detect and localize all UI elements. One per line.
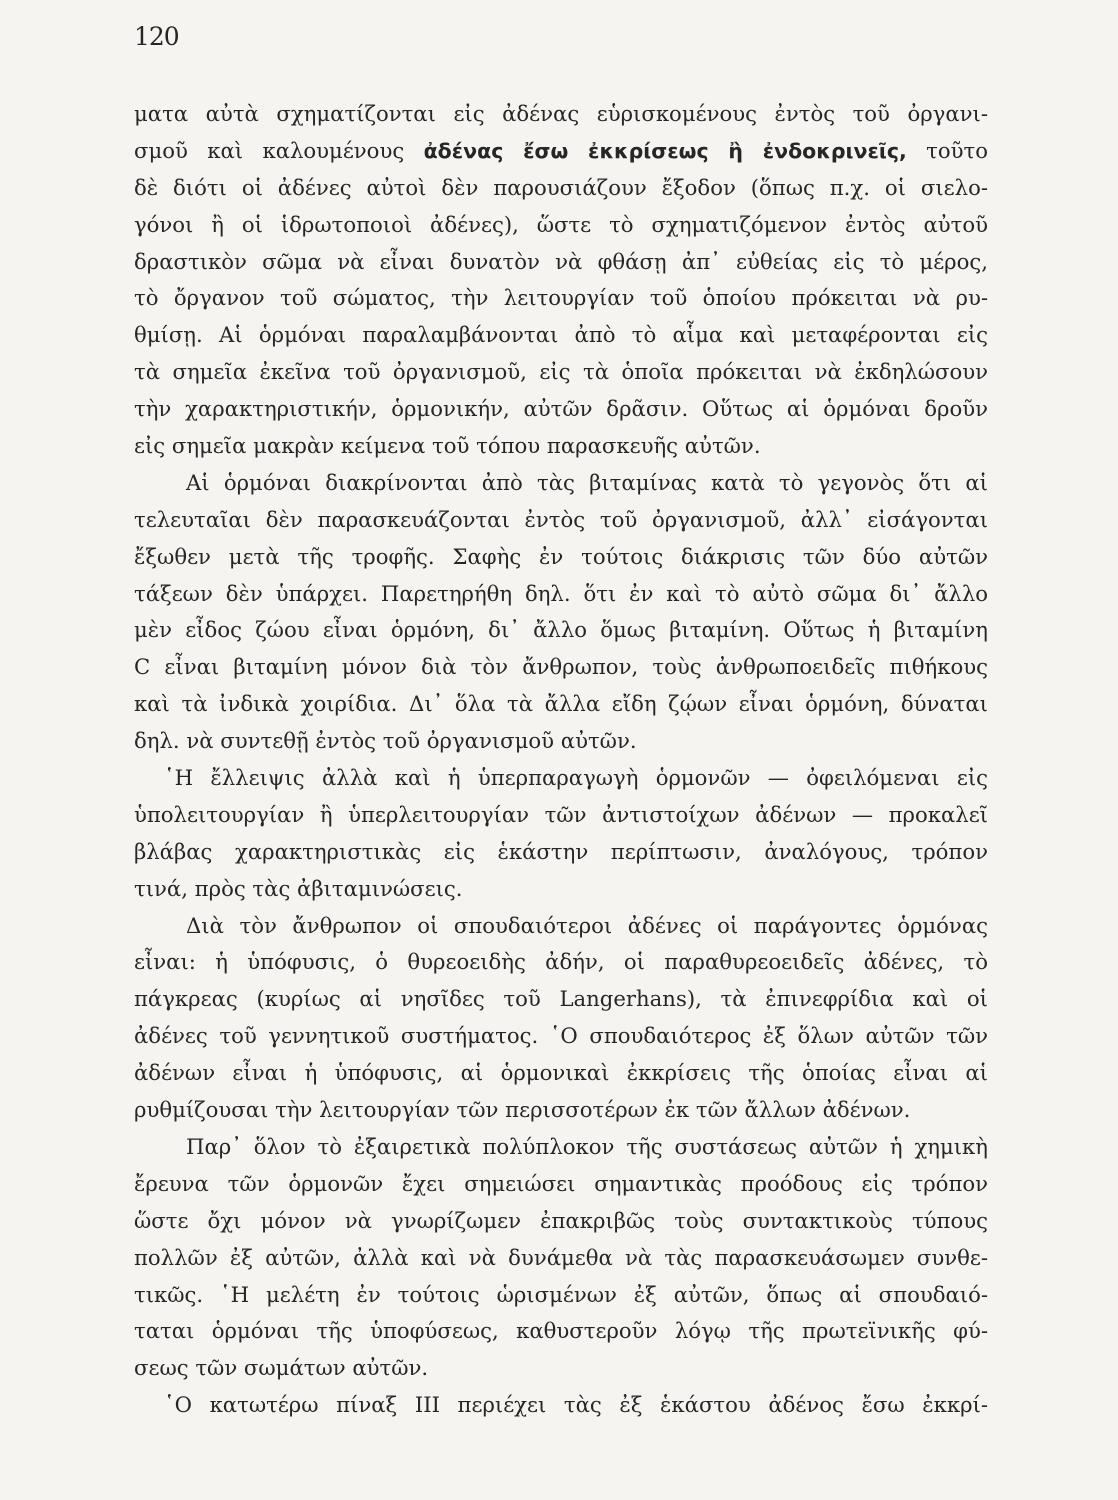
text-line: πάγκρεας (κυρίως αἱ νησῖδες τοῦ Langerhans), τὰ ἐπινεφρίδια καὶ οἱ (134, 986, 988, 1012)
text-line: τὰ σημεῖα ἐκεῖνα τοῦ ὀργανισμοῦ, εἰς τὰ ὁποῖα πρόκειται νὰ ἐκδηλώσουν (134, 359, 988, 385)
text-line: Αἱ ὁρμόναι διακρίνονται ἀπὸ τὰς βιταμίνας κατὰ τὸ γεγονὸς ὅτι αἱ (186, 469, 988, 495)
text-line: ἀδένες τοῦ γεννητικοῦ συστήματος. ῾Ο σπουδαιότερος ἐξ ὅλων αὐτῶν τῶν (134, 1023, 988, 1049)
text-line: καὶ τὰ ἰνδικὰ χοιρίδια. Δι᾽ ὅλα τὰ ἄλλα εἴδη ζῴων εἶναι ὁρμόνη, δύναται (134, 691, 988, 717)
text-segment: τοῦτο (906, 137, 988, 163)
body-text (134, 96, 988, 1424)
text-line: πολλῶν ἐξ αὐτῶν, ἀλλὰ καὶ νὰ δυνάμεθα νὰ τὰς παρασκευάσωμεν συνθε- (134, 1244, 988, 1270)
text-segment: σμοῦ καὶ καλουμένους (134, 137, 424, 163)
page-number: 120 (134, 22, 179, 51)
text-line: δραστικὸν σῶμα νὰ εἶναι δυνατὸν νὰ φθάσῃ ἀπ᾽ εὐθείας εἰς τὸ μέρος, (134, 248, 988, 274)
text-line: ὥστε ὄχι μόνον νὰ γνωρίζωμεν ἐπακριβῶς τοὺς συντακτικοὺς τύπους (134, 1207, 988, 1233)
text-line: τινά, πρὸς τὰς ἀβιταμινώσεις. (134, 875, 463, 901)
text-line: ἔξωθεν μετὰ τῆς τροφῆς. Σαφὴς ἐν τούτοις διάκρισις τῶν δύο αὐτῶν (134, 543, 988, 569)
text-line: σεως τῶν σωμάτων αὐτῶν. (134, 1355, 429, 1381)
text-line: γόνοι ἢ οἱ ἱδρωτοποιοὶ ἀδένες), ὥστε τὸ σχηματιζόμενον ἐντὸς αὐτοῦ (134, 211, 988, 237)
text-line: τικῶς. ῾Η μελέτη ἐν τούτοις ὡρισμένων ἐξ αὐτῶν, ὅπως αἱ σπουδαιό- (134, 1281, 988, 1307)
bold-term: ἀδένας ἔσω ἐκκρίσεως ἢ ἐνδοκρινεῖς, (423, 138, 907, 163)
text-line: ἀδένων εἶναι ἡ ὑπόφυσις, αἱ ὁρμονικαὶ ἐκκρίσεις τῆς ὁποίας εἶναι αἱ (134, 1060, 988, 1086)
text-line: μὲν εἶδος ζώου εἶναι ὁρμόνη, δι᾽ ἄλλο ὅμως βιταμίνη. Οὕτως ἡ βιταμίνη (134, 617, 988, 643)
text-line (134, 133, 988, 170)
text-line: C εἶναι βιταμίνη μόνον διὰ τὸν ἄνθρωπον, τοὺς ἀνθρωποειδεῖς πιθήκους (134, 654, 988, 680)
text-line: ρυθμίζουσαι τὴν λειτουργίαν τῶν περισσοτέρων ἐκ τῶν ἄλλων ἀδένων. (134, 1097, 911, 1123)
text-line: ταται ὁρμόναι τῆς ὑποφύσεως, καθυστεροῦν λόγῳ τῆς πρωτεϊνικῆς φύ- (134, 1318, 988, 1344)
text-line: εἶναι: ἡ ὑπόφυσις, ὁ θυρεοειδὴς ἀδήν, οἱ παραθυρεοειδεῖς ἀδένες, τὸ (134, 949, 988, 975)
text-line: δὲ διότι οἱ ἀδένες αὐτοὶ δὲν παρουσιάζουν ἔξοδον (ὅπως π.χ. οἱ σιελο- (134, 174, 988, 200)
text-line: εἰς σημεῖα μακρὰν κείμενα τοῦ τόπου παρασκευῆς αὐτῶν. (134, 433, 761, 459)
text-line: τάξεων δὲν ὑπάρχει. Παρετηρήθη δηλ. ὅτι ἐν καὶ τὸ αὐτὸ σῶμα δι᾽ ἄλλο (134, 580, 988, 606)
text-line: Διὰ τὸν ἄνθρωπον οἱ σπουδαιότεροι ἀδένες οἱ παράγοντες ὁρμόνας (186, 912, 988, 938)
text-line: Παρ᾽ ὅλον τὸ ἐξαιρετικὰ πολύπλοκον τῆς συστάσεως αὐτῶν ἡ χημικὴ (186, 1133, 988, 1159)
text-line: ἔρευνα τῶν ὁρμονῶν ἔχει σημειώσει σημαντικὰς προόδους εἰς τρόπον (134, 1170, 988, 1196)
text-line: ὑπολειτουργίαν ἢ ὑπερλειτουργίαν τῶν ἀντιστοίχων ἀδένων — προκαλεῖ (134, 801, 988, 827)
text-line: βλάβας χαρακτηριστικὰς εἰς ἑκάστην περίπτωσιν, ἀναλόγους, τρόπον (134, 838, 988, 864)
text-line: τὸ ὄργανον τοῦ σώματος, τὴν λειτουργίαν τοῦ ὁποίου πρόκειται νὰ ρυ- (134, 285, 988, 311)
text-line: ῾Ο κατωτέρω πίναξ III περιέχει τὰς ἐξ ἑκάστου ἀδένος ἔσω ἐκκρί- (164, 1392, 988, 1418)
text-line: ματα αὐτὰ σχηματίζονται εἰς ἀδένας εὑρισκομένους ἐντὸς τοῦ ὀργανι- (134, 101, 988, 126)
text-line: ῾Η ἔλλειψις ἀλλὰ καὶ ἡ ὑπερπαραγωγὴ ὁρμονῶν — ὀφειλόμεναι εἰς (164, 765, 988, 791)
text-line: τὴν χαρακτηριστικήν, ὁρμονικήν, αὐτῶν δρᾶσιν. Οὕτως αἱ ὁρμόναι δροῦν (134, 396, 988, 422)
text-line: τελευταῖαι δὲν παρασκευάζονται ἐντὸς τοῦ ὀργανισμοῦ, ἀλλ᾽ εἰσάγονται (134, 506, 988, 532)
text-line: θμίσῃ. Αἱ ὁρμόναι παραλαμβάνονται ἀπὸ τὸ αἷμα καὶ μεταφέρονται εἰς (134, 322, 988, 348)
text-line: δηλ. νὰ συντεθῇ ἐντὸς τοῦ ὀργανισμοῦ αὐτῶν. (134, 728, 637, 754)
